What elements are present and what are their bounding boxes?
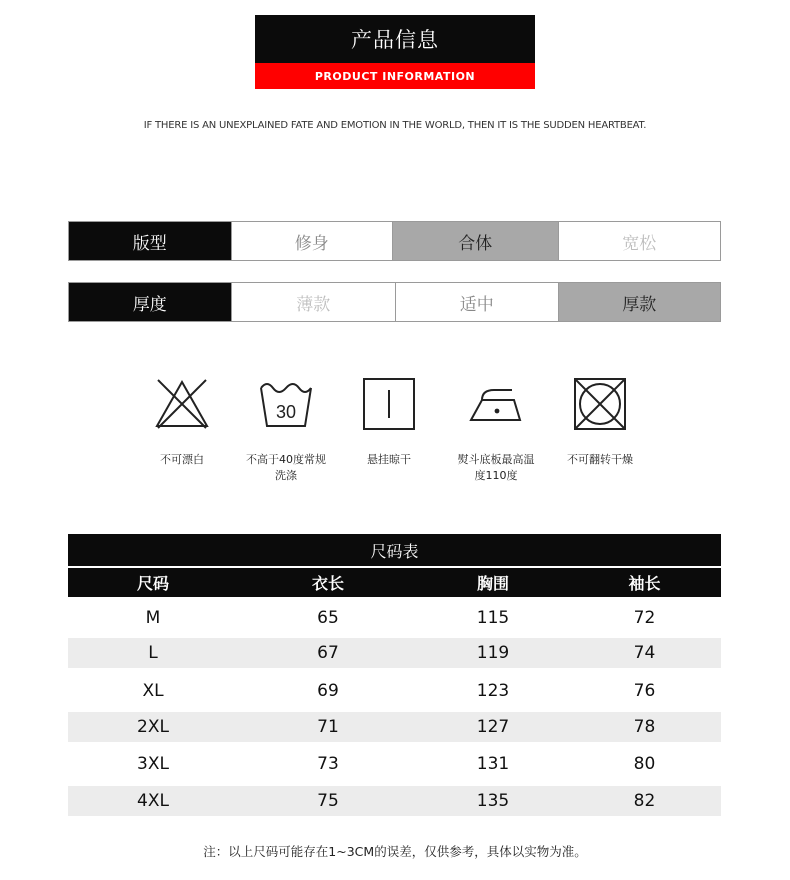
cell-size: 4XL <box>137 791 169 811</box>
svg-text:30: 30 <box>275 402 297 422</box>
header-sleeve: 袖长 <box>628 574 661 593</box>
cell-length: 71 <box>317 717 339 737</box>
cell-chest: 131 <box>476 754 510 774</box>
thickness-option-thin: 薄款 <box>231 283 396 321</box>
size-table-title: 尺码表 <box>68 534 721 566</box>
cell-length: 75 <box>317 791 339 811</box>
cell-chest: 119 <box>476 643 510 663</box>
cell-sleeve: 82 <box>633 791 656 811</box>
fit-row <box>68 221 721 261</box>
cell-chest: 115 <box>476 608 510 628</box>
header-chest: 胸围 <box>476 574 509 593</box>
cell-length: 67 <box>317 643 339 663</box>
cell-size: 3XL <box>137 754 169 774</box>
fit-option-loose: 宽松 <box>558 222 721 260</box>
size-table-header <box>68 568 721 597</box>
cell-sleeve: 74 <box>633 643 656 663</box>
size-note: 注：以上尺码可能存在1~3CM的误差，仅供参考，具体以实物为准。 <box>203 844 587 859</box>
cell-size: XL <box>142 681 164 701</box>
section-title: 产品信息 <box>255 15 535 63</box>
care-label: 熨斗底板最高温度110度 <box>457 453 535 482</box>
no-tumble-dry-icon <box>572 376 628 432</box>
cell-sleeve: 78 <box>633 717 656 737</box>
fit-option-slim: 修身 <box>231 222 393 260</box>
section-subtitle: PRODUCT INFORMATION <box>255 63 535 89</box>
care-label: 悬挂晾干 <box>367 453 411 466</box>
table-row <box>68 786 721 816</box>
care-label: 不可漂白 <box>160 453 204 466</box>
iron-low-icon <box>468 376 524 432</box>
header-size: 尺码 <box>136 574 169 593</box>
cell-sleeve: 72 <box>633 608 656 628</box>
table-row <box>68 712 721 742</box>
cell-length: 69 <box>317 681 339 701</box>
cell-chest: 127 <box>476 717 510 737</box>
cell-size: M <box>145 608 161 628</box>
header-length: 衣长 <box>311 574 344 593</box>
cell-size: 2XL <box>137 717 169 737</box>
table-row <box>68 749 721 779</box>
care-label: 不可翻转干燥 <box>567 453 633 466</box>
thickness-option-thick: 厚款 <box>558 283 721 321</box>
care-no-bleach <box>142 376 222 468</box>
cell-sleeve: 80 <box>633 754 656 774</box>
tagline: IF THERE IS AN UNEXPLAINED FATE AND EMOTION IN THE WORLD, THEN IT IS THE SUDDEN HEARTBEAT. <box>143 120 647 131</box>
fit-option-regular: 合体 <box>392 222 558 260</box>
thickness-row <box>68 282 721 322</box>
cell-chest: 135 <box>476 791 510 811</box>
table-row <box>68 638 721 668</box>
cell-chest: 123 <box>476 681 510 701</box>
care-wash-30 <box>246 376 326 484</box>
fit-label: 版型 <box>69 222 231 260</box>
thickness-label: 厚度 <box>69 283 231 321</box>
table-row <box>68 603 721 633</box>
table-row <box>68 676 721 706</box>
no-bleach-icon <box>154 376 210 432</box>
cell-length: 73 <box>317 754 339 774</box>
cell-sleeve: 76 <box>633 681 656 701</box>
cell-length: 65 <box>317 608 339 628</box>
wash-30-icon <box>258 376 314 432</box>
cell-size: L <box>148 643 158 663</box>
hang-dry-icon <box>361 376 417 432</box>
care-label: 不高于40度常规洗涤 <box>246 453 326 482</box>
thickness-option-medium: 适中 <box>395 283 558 321</box>
care-iron-low <box>456 376 536 484</box>
care-hang-dry <box>349 376 429 468</box>
care-no-tumble-dry <box>560 376 640 468</box>
